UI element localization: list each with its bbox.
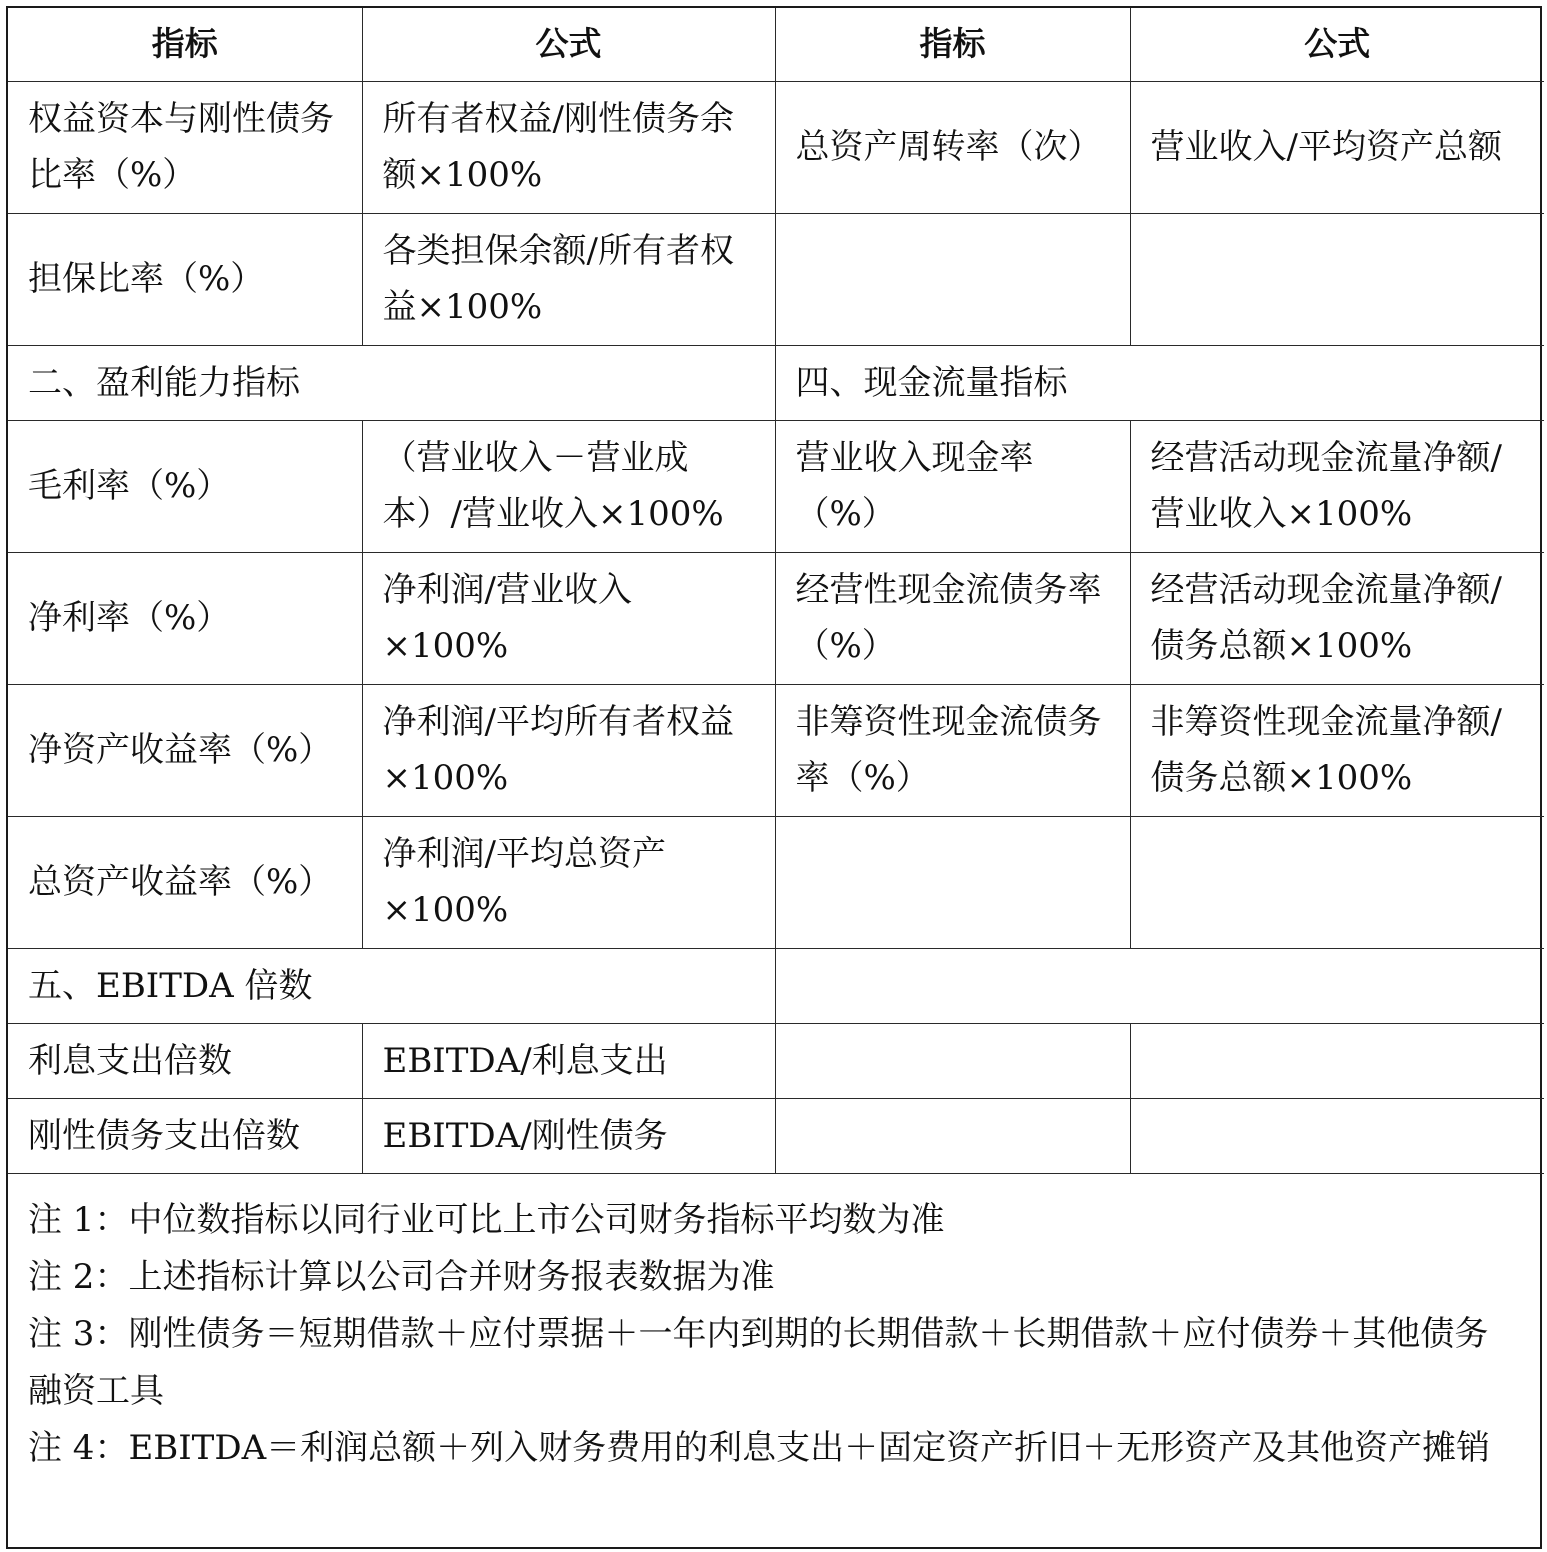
table-row: [8, 420, 1544, 552]
formula-cell: EBITDA/利息支出: [362, 1023, 775, 1098]
table-row: [8, 1023, 1544, 1098]
indicator-cell: 净利率（%）: [8, 552, 362, 684]
indicator-cell: 净资产收益率（%）: [8, 684, 362, 816]
empty-cell: [775, 1098, 1130, 1173]
header-formula-right: 公式: [1130, 8, 1544, 81]
table-row: [8, 552, 1544, 684]
formula-cell: 净利润/营业收入×100%: [362, 552, 775, 684]
indicator-cell: 担保比率（%）: [8, 213, 362, 345]
formula-cell: EBITDA/刚性债务: [362, 1098, 775, 1173]
section-row: [8, 948, 1544, 1023]
indicator-cell: 刚性债务支出倍数: [8, 1098, 362, 1173]
indicator-table-sheet: [6, 6, 1542, 1549]
table-row: [8, 213, 1544, 345]
table-row: [8, 684, 1544, 816]
empty-cell: [1130, 213, 1544, 345]
indicator-cell: 总资产收益率（%）: [8, 816, 362, 948]
indicator-cell: 总资产周转率（次）: [775, 81, 1130, 213]
note-item: 注 1：中位数指标以同行业可比上市公司财务指标平均数为准: [28, 1199, 945, 1240]
indicator-formula-table: [8, 8, 1544, 1174]
formula-cell: 所有者权益/刚性债务余额×100%: [362, 81, 775, 213]
empty-cell: [775, 816, 1130, 948]
empty-cell: [775, 1023, 1130, 1098]
indicator-cell: 利息支出倍数: [8, 1023, 362, 1098]
indicator-cell: 经营性现金流债务率（%）: [775, 552, 1130, 684]
indicator-cell: 权益资本与刚性债务比率（%）: [8, 81, 362, 213]
section-title-profitability: 二、盈利能力指标: [8, 345, 775, 420]
section-title-cashflow: 四、现金流量指标: [775, 345, 1544, 420]
empty-cell: [775, 948, 1544, 1023]
formula-cell: 非筹资性现金流量净额/债务总额×100%: [1130, 684, 1544, 816]
formula-cell: 各类担保余额/所有者权益×100%: [362, 213, 775, 345]
formula-cell: 营业收入/平均资产总额: [1130, 81, 1544, 213]
formula-cell: 经营活动现金流量净额/债务总额×100%: [1130, 552, 1544, 684]
formula-cell: 净利润/平均总资产×100%: [362, 816, 775, 948]
note-item: 注 4：EBITDA＝利润总额＋列入财务费用的利息支出＋固定资产折旧＋无形资产及其他资产摊销: [28, 1427, 1491, 1468]
table-row: [8, 81, 1544, 213]
header-indicator-right: 指标: [775, 8, 1130, 81]
formula-cell: （营业收入－营业成本）/营业收入×100%: [362, 420, 775, 552]
section-title-ebitda: 五、EBITDA 倍数: [8, 948, 775, 1023]
formula-cell: 净利润/平均所有者权益×100%: [362, 684, 775, 816]
empty-cell: [1130, 1098, 1544, 1173]
table-header-row: [8, 8, 1544, 81]
table-row: [8, 816, 1544, 948]
indicator-cell: 营业收入现金率（%）: [775, 420, 1130, 552]
empty-cell: [1130, 816, 1544, 948]
header-formula-left: 公式: [362, 8, 775, 81]
indicator-cell: 非筹资性现金流债务率（%）: [775, 684, 1130, 816]
notes-section: [8, 1174, 1540, 1477]
header-indicator-left: 指标: [8, 8, 362, 81]
note-item: 注 2：上述指标计算以公司合并财务报表数据为准: [28, 1256, 775, 1297]
empty-cell: [775, 213, 1130, 345]
indicator-cell: 毛利率（%）: [8, 420, 362, 552]
formula-cell: 经营活动现金流量净额/营业收入×100%: [1130, 420, 1544, 552]
table-row: [8, 1098, 1544, 1173]
empty-cell: [1130, 1023, 1544, 1098]
section-row: [8, 345, 1544, 420]
note-item: 注 3：刚性债务＝短期借款＋应付票据＋一年内到期的长期借款＋长期借款＋应付债券＋其他债务融资工具: [28, 1313, 1489, 1411]
